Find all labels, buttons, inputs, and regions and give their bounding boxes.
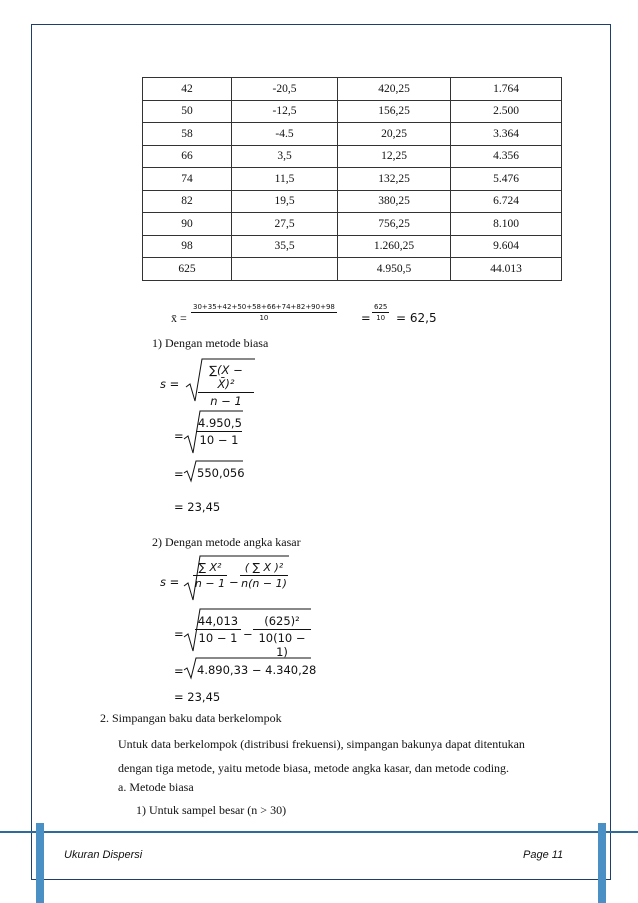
table-cell: 380,25 [338,190,451,213]
footer-line [0,831,638,833]
table-row [143,123,562,146]
mean-num2: 625 [374,303,388,311]
table-cell: 58 [143,123,232,146]
table-cell: 20,25 [338,123,451,146]
method2-d-num: (625)² [253,614,311,630]
method1-f2-den: 10 − 1 [199,433,239,447]
table-row [143,145,562,168]
table-row [143,168,562,191]
table-cell: 66 [143,145,232,168]
table-cell: 1.260,25 [338,235,451,258]
method2-eq-2: = [174,664,184,678]
table-cell: 8.100 [451,213,562,236]
method2-minus-2: − [243,627,253,641]
mean-result: = 62,5 [396,311,437,325]
method2-d-den: 10(10 − 1) [258,631,306,659]
table-cell: 3,5 [232,145,338,168]
method2-c-den: 10 − 1 [198,631,238,645]
table-cell: 4.356 [451,145,562,168]
method1-result: = 23,45 [174,500,221,514]
table-row [143,213,562,236]
table-cell: 4.950,5 [338,258,451,281]
method2-sqrt-value: 4.890,33 − 4.340,28 [197,663,317,677]
method1-sqrt-value: 550,056 [197,466,245,480]
table-cell: 11,5 [232,168,338,191]
method2-b-den: n(n − 1) [241,577,287,590]
table-cell: 156,25 [338,100,451,123]
table-cell: 35,5 [232,235,338,258]
method2-s-eq: s = [160,575,180,589]
table-cell [232,258,338,281]
section2-line2: dengan tiga metode, yaitu metode biasa, metode angka kasar, dan metode coding. [118,761,510,775]
table-cell: 50 [143,100,232,123]
section2-sub-a: a. Metode biasa [118,780,194,794]
table-cell: 5.476 [451,168,562,191]
method1-fraction-2 [196,416,242,447]
method1-f2-num: 4.950,5 [198,416,242,430]
method2-eq-1: = [174,627,184,641]
table-cell: 625 [143,258,232,281]
mean-eq: = [361,311,371,325]
method1-eq-2: = [174,467,184,481]
method1-f1-den: n − 1 [210,394,242,408]
mean-denominator: 10 [259,314,269,322]
method2-a-den: n − 1 [194,577,226,590]
method1-eq-1: = [174,429,184,443]
method1-s-eq: s = [160,377,180,391]
method2-c-num: 44,013 [195,614,241,630]
method2-fraction-b [240,561,288,590]
page-number: Page 11 [523,849,564,861]
method2-result: = 23,45 [174,690,221,704]
method2-minus: − [229,575,239,589]
table-cell: 19,5 [232,190,338,213]
table-cell: 90 [143,213,232,236]
section2-sub-a1: 1) Untuk sampel besar (n > 30) [136,803,287,817]
method2-b-num: ( ∑ X )² [240,561,288,576]
table-cell: 42 [143,78,232,101]
table-cell: -4.5 [232,123,338,146]
table-cell: 1.764 [451,78,562,101]
mean-fraction-2 [372,303,389,322]
mean-fraction [191,303,337,322]
table-row [143,100,562,123]
method2-fraction-a [193,561,227,590]
section2-heading: 2. Simpangan baku data berkelompok [100,711,282,725]
table-row [143,190,562,213]
data-table [142,77,562,281]
table-cell: 2.500 [451,100,562,123]
table-cell: 420,25 [338,78,451,101]
table-row [143,258,562,281]
method2-fraction-d [253,614,311,659]
table-cell: 9.604 [451,235,562,258]
method1-f1-num: ∑(X − X̄)² [198,363,254,393]
table-cell: -12,5 [232,100,338,123]
mean-lhs: x̄ = [171,311,187,325]
method2-fraction-c [195,614,241,645]
table-cell: 6.724 [451,190,562,213]
footer-bar-left [36,823,44,903]
method2-a-num: ∑ X² [193,561,227,576]
method1-heading: 1) Dengan metode biasa [152,336,269,350]
table-cell: -20,5 [232,78,338,101]
table-cell: 82 [143,190,232,213]
mean-numerator: 30+35+42+50+58+66+74+82+90+98 [193,303,335,311]
section2-line1: Untuk data berkelompok (distribusi frekuensi), simpangan bakunya dapat ditentukan [118,737,525,751]
table-cell: 12,25 [338,145,451,168]
table-cell: 74 [143,168,232,191]
method1-fraction-1 [198,363,254,408]
table-cell: 27,5 [232,213,338,236]
table-row [143,235,562,258]
mean-den2: 10 [376,314,386,322]
table-cell: 132,25 [338,168,451,191]
table-cell: 44.013 [451,258,562,281]
method2-heading: 2) Dengan metode angka kasar [152,535,301,549]
table-cell: 98 [143,235,232,258]
table-cell: 756,25 [338,213,451,236]
footer-title: Ukuran Dispersi [64,849,143,861]
footer-bar-right [598,823,606,903]
table-cell: 3.364 [451,123,562,146]
table-row [143,78,562,101]
